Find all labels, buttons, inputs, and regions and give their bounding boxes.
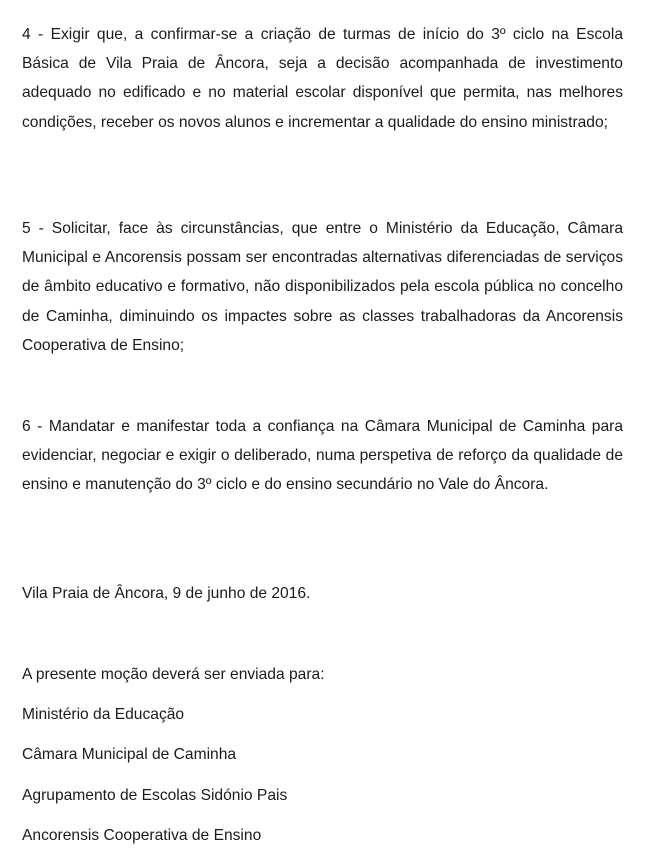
recipient-item: Ministério da Educação [22,706,185,723]
recipient-item: Câmara Municipal de Caminha [22,746,237,763]
recipients-intro: A presente moção deverá ser enviada para: [22,666,325,683]
recipient-item: Ancorensis Cooperativa de Ensino [22,827,262,844]
paragraph-item-6: 6 - Mandatar e manifestar toda a confiança na Câmara Municipal de Caminha para evidenciar, negociar e exigir o deliberado, numa perspetiva de reforço da qualidade de ensino e manutenção do 3º ciclo e do ensino secundário no Vale do Âncora. [22,418,623,494]
recipient-item: Agrupamento de Escolas Sidónio Pais [22,787,288,804]
paragraph-item-5: 5 - Solicitar, face às circunstâncias, que entre o Ministério da Educação, Câmara Municipal e Ancorensis possam ser encontradas alternativas diferenciadas de serviços de âmbito educativo e formativo, não disponibilizados pela escola pública no concelho de Caminha, diminuindo os impactes sobre as classes trabalhadoras da Ancorensis Cooperativa de Ensino; [22,220,623,354]
date-line: Vila Praia de Âncora, 9 de junho de 2016. [22,585,311,602]
paragraph-item-4: 4 - Exigir que, a confirmar-se a criação de turmas de início do 3º ciclo na Escola Básica de Vila Praia de Âncora, seja a decisão acompanhada de investimento adequado no edificado e no material escolar disponível que permita, nas melhores condições, receber os novos alunos e incrementar a qualidade do ensino ministrado; [22,26,623,131]
